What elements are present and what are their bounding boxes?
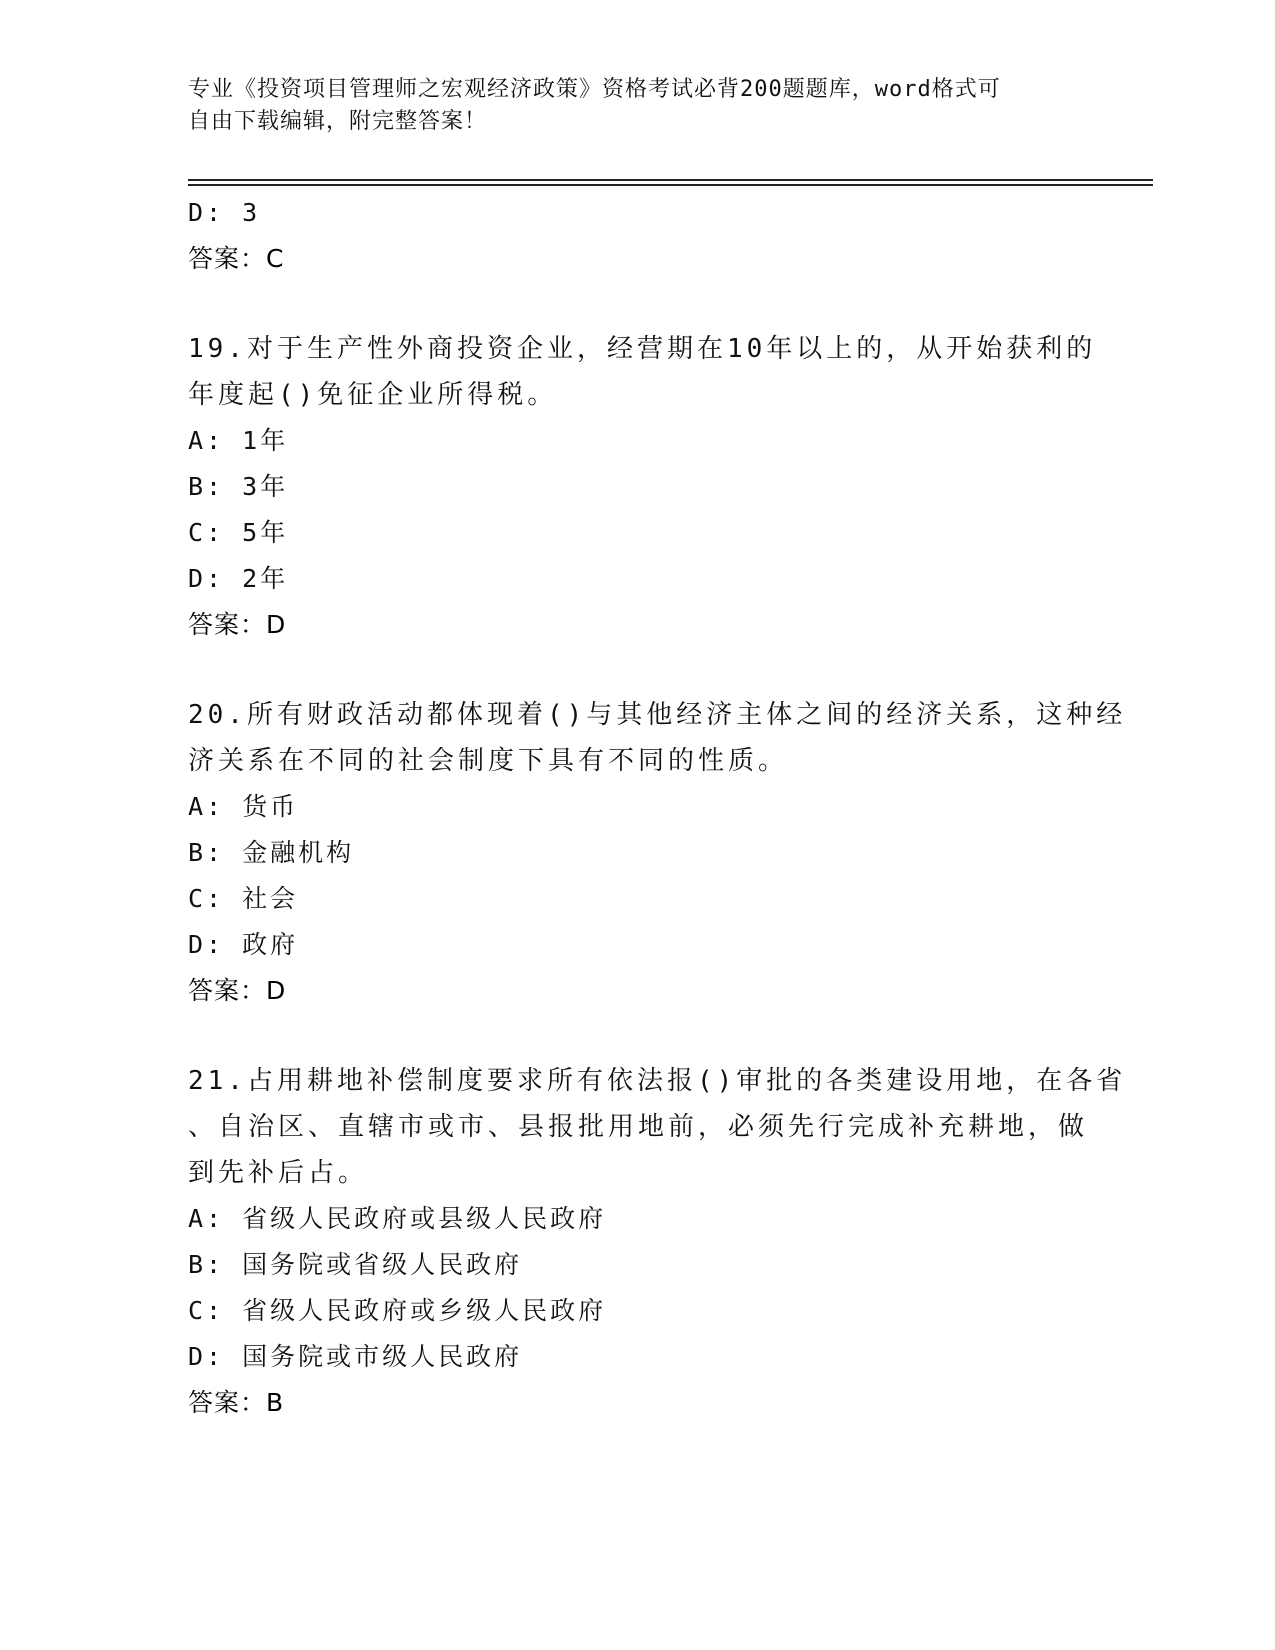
option-b: B: 3年	[188, 472, 289, 501]
page-header	[188, 74, 1088, 138]
header-line-1: 专业《投资项目管理师之宏观经济政策》资格考试必背200题题库，word格式可	[188, 77, 1001, 102]
question-text-line: 年度起()免征企业所得税。	[188, 380, 558, 410]
answer-line: 答案：C	[188, 244, 285, 273]
option-d: D: 3	[188, 198, 261, 227]
document-body	[188, 190, 1127, 1426]
previous-question-tail	[188, 190, 1088, 282]
option-a: A: 1年	[188, 426, 289, 455]
header-rule-top	[188, 179, 1153, 181]
answer-line: 答案：D	[188, 976, 287, 1005]
question-text-line: 20.所有财政活动都体现着()与其他经济主体之间的经济关系，这种经	[188, 700, 1127, 730]
question-21	[188, 1058, 1127, 1426]
option-a: A: 货币	[188, 792, 299, 821]
option-d: D: 2年	[188, 564, 289, 593]
header-line-2: 自由下载编辑，附完整答案！	[188, 109, 488, 134]
answer-line: 答案：D	[188, 610, 287, 639]
question-text-line: 21.占用耕地补偿制度要求所有依法报()审批的各类建设用地，在各省	[188, 1066, 1127, 1096]
question-text-line: 济关系在不同的社会制度下具有不同的性质。	[188, 746, 789, 776]
question-19	[188, 326, 1097, 648]
option-b: B: 国务院或省级人民政府	[188, 1250, 523, 1279]
option-c: C: 社会	[188, 884, 299, 913]
question-text-line: 19.对于生产性外商投资企业，经营期在10年以上的，从开始获利的	[188, 334, 1097, 364]
answer-line: 答案：B	[188, 1388, 285, 1417]
header-rule-bottom	[188, 184, 1153, 186]
option-b: B: 金融机构	[188, 838, 355, 867]
option-a: A: 省级人民政府或县级人民政府	[188, 1204, 607, 1233]
option-d: D: 政府	[188, 930, 299, 959]
option-c: C: 省级人民政府或乡级人民政府	[188, 1296, 607, 1325]
question-text-line: 、自治区、直辖市或市、县报批用地前，必须先行完成补充耕地，做	[188, 1112, 1089, 1142]
option-d: D: 国务院或市级人民政府	[188, 1342, 523, 1371]
option-c: C: 5年	[188, 518, 289, 547]
question-20	[188, 692, 1127, 1014]
question-text	[188, 326, 1097, 418]
question-text	[188, 692, 1127, 784]
question-text-line: 到先补后占。	[188, 1158, 369, 1188]
question-text	[188, 1058, 1127, 1196]
